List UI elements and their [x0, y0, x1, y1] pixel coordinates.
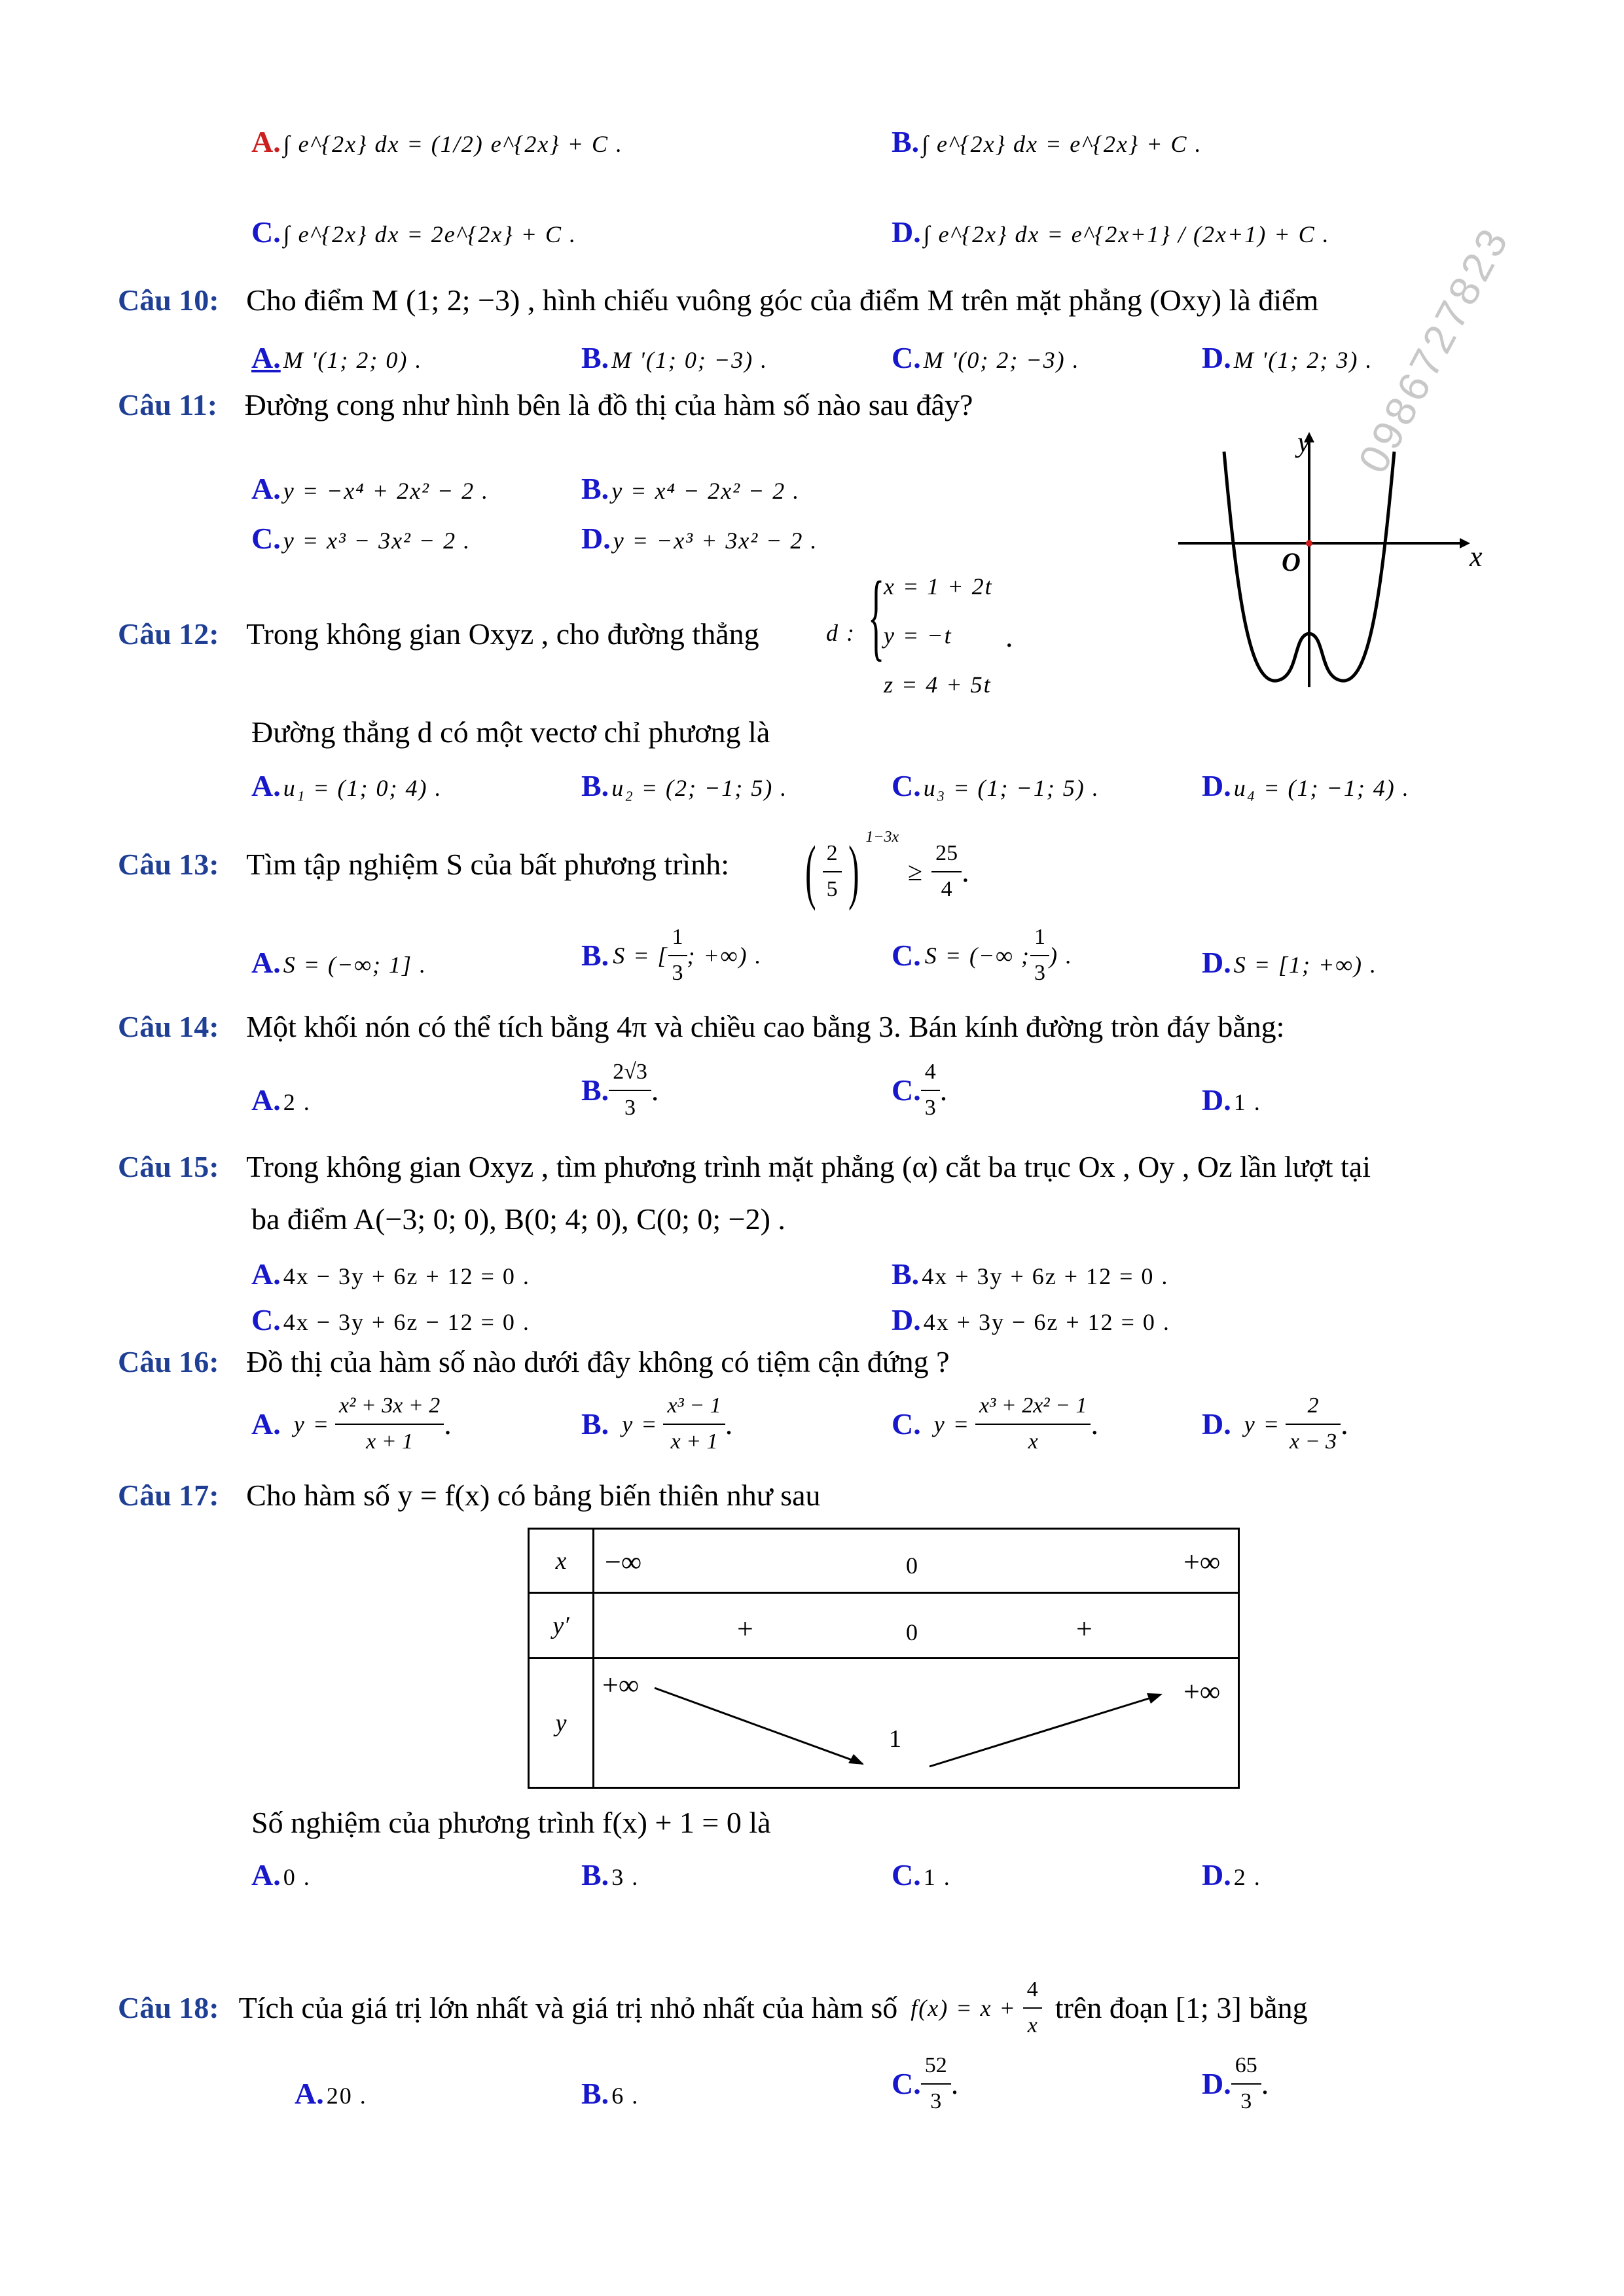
q16-option-b: [581, 1393, 732, 1456]
denominator: 4: [941, 876, 952, 901]
q12-line-system: [826, 619, 856, 647]
arrowhead: [1147, 1693, 1163, 1704]
q11-option-d: [581, 521, 818, 556]
question-label: Câu 12:: [118, 617, 219, 651]
system-eq-1: [884, 573, 993, 600]
left-paren: (: [805, 831, 816, 911]
option-text: 20 .: [326, 2083, 367, 2109]
question-label: Câu 18:: [118, 1991, 219, 2025]
q10-option-d: [1202, 340, 1373, 375]
q13-option-b: [581, 924, 762, 987]
option-label: D.: [1202, 1083, 1231, 1117]
option-text: y =: [1244, 1410, 1281, 1437]
numerator: 4: [1026, 1977, 1038, 2001]
option-text: S = (−∞ ;: [924, 942, 1030, 969]
period: .: [1261, 2066, 1269, 2100]
option-label: C.: [892, 341, 921, 374]
q12-option-a: [251, 768, 442, 803]
q17-stem: [118, 1480, 821, 1511]
option-text: 4x + 3y + 6z + 12 = 0 .: [922, 1263, 1169, 1289]
option-text: u₂ = (2; −1; 5) .: [611, 775, 788, 801]
q18-option-c: [892, 2053, 958, 2115]
q10-option-b: [581, 340, 768, 375]
q15-option-b: [892, 1257, 1168, 1291]
q13-option-a: [251, 945, 427, 980]
option-label: B.: [892, 125, 920, 158]
q12-option-b: [581, 768, 787, 803]
q10-option-c: [892, 340, 1080, 375]
option-label: D.: [1202, 1858, 1231, 1892]
variation-arrows: [594, 1659, 1236, 1787]
option-label: B.: [581, 769, 609, 802]
rhs-fraction: [931, 840, 962, 903]
option-label: A.: [251, 769, 281, 802]
option-text: S = [: [613, 942, 668, 969]
increasing-arrow: [929, 1696, 1157, 1767]
option-label: B.: [581, 1407, 609, 1441]
origin-label: O: [1282, 547, 1301, 577]
q15-option-d: [892, 1302, 1170, 1337]
option-text: ∫ e^{2x} dx = e^{2x+1} / (2x+1) + C .: [923, 221, 1330, 247]
option-label: C.: [251, 1303, 281, 1336]
option-label: C.: [892, 1073, 921, 1107]
row-cells: [594, 1593, 1239, 1659]
question-text: Cho hàm số y = f(x) có bảng biến thiên như sau: [246, 1479, 821, 1512]
option-fraction: [1286, 1393, 1341, 1456]
row-cells: [594, 1659, 1239, 1788]
q18-option-a: [295, 2076, 367, 2111]
cell-value: 0: [906, 1552, 918, 1579]
denominator: 3: [672, 960, 683, 985]
q15-option-c: [251, 1302, 530, 1337]
question-text: Một khối nón có thể tích bằng 4π và chiều cao bằng 3. Bán kính đường tròn đáy bằng:: [246, 1010, 1285, 1043]
question-text-end: trên đoạn [1; 3] bằng: [1055, 1990, 1308, 2024]
option-label: B.: [581, 939, 609, 973]
system-brace: {: [868, 562, 885, 670]
option-text: M '(1; 2; 0) .: [283, 347, 423, 373]
q11-option-a: [251, 471, 489, 506]
equation-text: y = −t: [884, 622, 952, 649]
option-text: 0 .: [283, 1864, 311, 1890]
denominator: x + 1: [366, 1429, 414, 1454]
option-label: C.: [892, 2067, 921, 2101]
question-label: Câu 16:: [118, 1345, 219, 1378]
q14-option-a: [251, 1083, 311, 1117]
denominator: x + 1: [670, 1429, 718, 1454]
line-name: d :: [826, 620, 856, 646]
option-text: M '(1; 0; −3) .: [611, 347, 768, 373]
denominator: x − 3: [1290, 1429, 1337, 1454]
x-axis-arrow: [1460, 538, 1470, 548]
question-text: Trong không gian Oxyz , tìm phương trình mặt phẳng (α) cắt ba trục Ox , Oy , Oz lần lượt tại: [246, 1150, 1371, 1183]
cell-value: +: [1076, 1613, 1092, 1645]
option-text: u₁ = (1; 0; 4) .: [283, 775, 442, 801]
q9-option-d: [892, 215, 1330, 249]
option-text: 1 .: [923, 1864, 951, 1890]
q17-stem-2: Số nghiệm của phương trình f(x) + 1 = 0 là: [251, 1806, 771, 1839]
x-axis-label: x: [1470, 541, 1483, 573]
option-text: M '(0; 2; −3) .: [923, 347, 1080, 373]
cell-value: −∞: [605, 1546, 642, 1578]
option-text: 1 .: [1233, 1089, 1261, 1115]
table-row-y: [529, 1659, 1239, 1788]
numerator: 52: [924, 2053, 947, 2077]
option-fraction: [921, 1059, 940, 1122]
option-label: C.: [892, 769, 921, 802]
cell-value: +∞: [602, 1669, 640, 1701]
question-label: Câu 11:: [118, 388, 218, 422]
table-row-yprime: [529, 1593, 1239, 1659]
option-text: M '(1; 2; 3) .: [1233, 347, 1373, 373]
q10-stem: [118, 285, 1318, 315]
option-label: A.: [251, 341, 281, 374]
numerator: x² + 3x + 2: [339, 1393, 441, 1418]
denominator: x: [1028, 1429, 1038, 1454]
option-label: B.: [581, 472, 609, 505]
period: .: [444, 1407, 452, 1441]
option-label: A.: [251, 1407, 281, 1441]
origin-point: [1306, 540, 1312, 547]
option-text: y =: [293, 1410, 331, 1437]
row-header: y′: [529, 1593, 594, 1659]
option-fraction: [668, 924, 687, 987]
numerator: 1: [1034, 925, 1045, 949]
question-label: Câu 10:: [118, 283, 219, 317]
question-text: Đường cong như hình bên là đồ thị của hàm số nào sau đây?: [244, 388, 973, 422]
question-text: Tích của giá trị lớn nhất và giá trị nhỏ nhất của hàm số: [238, 1990, 898, 2024]
option-label: D.: [892, 1303, 921, 1336]
period: .: [1341, 1407, 1348, 1441]
option-text-end: ) .: [1049, 942, 1073, 969]
q12-stem: [118, 619, 759, 649]
q16-option-d: [1202, 1393, 1348, 1456]
option-label: C.: [251, 215, 281, 249]
q18-option-d: [1202, 2053, 1269, 2115]
option-fraction: [663, 1393, 725, 1456]
system-period: .: [1005, 620, 1013, 653]
q13-inequality: [799, 830, 969, 913]
cell-value: +: [737, 1613, 753, 1645]
q9-option-c: [251, 215, 577, 249]
cell-value: +∞: [1183, 1676, 1221, 1708]
option-label: D.: [1202, 2067, 1231, 2101]
numerator: 1: [672, 925, 683, 949]
option-text: y = −x³ + 3x² − 2 .: [613, 528, 818, 554]
system-eq-2: [884, 622, 952, 649]
q10-option-a: [251, 340, 422, 375]
option-text: y =: [933, 1410, 971, 1437]
numerator: x³ − 1: [667, 1393, 721, 1418]
denominator: 3: [924, 1095, 936, 1120]
q11-stem: [118, 390, 973, 420]
q15-option-a: [251, 1257, 530, 1291]
option-text: 3 .: [611, 1864, 640, 1890]
q9-option-b: [892, 124, 1202, 159]
ge-sign: ≥: [908, 857, 923, 886]
option-fraction: [975, 1393, 1091, 1456]
option-text-end: ; +∞) .: [687, 942, 763, 969]
option-text: y = −x⁴ + 2x² − 2 .: [283, 478, 490, 504]
y-axis-label: y: [1297, 426, 1310, 458]
q11-option-b: [581, 471, 800, 506]
variation-table: [528, 1528, 1240, 1789]
equation-text: z = 4 + 5t: [884, 672, 992, 698]
arrowhead: [848, 1754, 864, 1765]
option-fraction: [609, 1059, 651, 1122]
question-label: Câu 17:: [118, 1479, 219, 1512]
cell-value: +∞: [1183, 1546, 1221, 1578]
question-label: Câu 14:: [118, 1010, 219, 1043]
row-header: x: [529, 1529, 594, 1593]
denominator: 3: [624, 1095, 636, 1120]
period: .: [939, 1073, 948, 1107]
denominator: 5: [826, 876, 838, 901]
q13-option-c: [892, 924, 1073, 987]
option-fraction: [1231, 2053, 1261, 2115]
option-label: D.: [581, 522, 611, 555]
option-label: B.: [581, 341, 609, 374]
period: .: [962, 854, 969, 888]
q17-option-b: [581, 1857, 639, 1892]
q15-stem: [118, 1152, 1371, 1182]
function-expression: f(x) = x +: [911, 1994, 1017, 2021]
option-text: y =: [622, 1410, 659, 1437]
option-label: C.: [251, 522, 281, 555]
option-text: 4x − 3y + 6z + 12 = 0 .: [283, 1263, 530, 1289]
period: .: [950, 2066, 959, 2100]
row-header: y: [529, 1659, 594, 1788]
option-text: ∫ e^{2x} dx = (1/2) e^{2x} + C .: [283, 131, 624, 157]
q17-option-d: [1202, 1857, 1261, 1892]
q12-stem-2: Đường thẳng d có một vectơ chỉ phương là: [251, 715, 770, 749]
option-label: B.: [581, 2077, 609, 2110]
option-text: S = [1; +∞) .: [1233, 952, 1377, 978]
period: .: [1091, 1407, 1098, 1441]
numerator: 2√3: [613, 1060, 647, 1084]
option-label: C.: [892, 1858, 921, 1892]
option-text: S = (−∞; 1] .: [283, 952, 427, 978]
cell-value: 0: [906, 1619, 918, 1645]
numerator: 4: [924, 1060, 936, 1084]
right-paren: ): [848, 831, 859, 911]
option-text: ∫ e^{2x} dx = e^{2x} + C .: [922, 131, 1202, 157]
option-label: D.: [1202, 946, 1231, 979]
q17-option-a: [251, 1857, 311, 1892]
option-label: B.: [581, 1858, 609, 1892]
option-label: D.: [1202, 769, 1231, 802]
option-text: 2 .: [1233, 1864, 1261, 1890]
option-label: D.: [892, 215, 921, 249]
period: .: [725, 1407, 733, 1441]
q13-option-d: [1202, 945, 1377, 980]
denominator: x: [1027, 2013, 1038, 2037]
option-label: A.: [295, 2077, 324, 2110]
option-label: A.: [251, 1083, 281, 1117]
option-fraction: [1030, 924, 1049, 987]
option-text: y = x³ − 3x² − 2 .: [283, 528, 471, 554]
option-text: u₄ = (1; −1; 4) .: [1233, 775, 1410, 801]
q11-option-c: [251, 521, 471, 556]
option-label: B.: [581, 1073, 609, 1107]
q14-option-c: [892, 1059, 947, 1122]
option-label: C.: [892, 1407, 921, 1441]
option-label: D.: [1202, 341, 1231, 374]
row-cells: [594, 1529, 1239, 1593]
option-label: A.: [251, 125, 281, 158]
denominator: 3: [1240, 2089, 1252, 2113]
q9-option-a: [251, 124, 623, 159]
numerator: 25: [935, 840, 958, 865]
exponent: 1−3x: [865, 829, 899, 846]
q16-option-a: [251, 1393, 452, 1456]
q18-option-b: [581, 2076, 639, 2111]
q14-option-d: [1202, 1083, 1261, 1117]
q12-option-d: [1202, 768, 1410, 803]
numerator: 65: [1235, 2053, 1257, 2077]
denominator: 3: [930, 2089, 942, 2113]
question-label: Câu 15:: [118, 1150, 219, 1183]
option-label: D.: [1202, 1407, 1231, 1441]
function-fraction: [1023, 1977, 1042, 2039]
cell-value: 1: [889, 1725, 901, 1753]
period: .: [651, 1073, 659, 1107]
option-text: 4x + 3y − 6z + 12 = 0 .: [923, 1309, 1170, 1335]
q16-option-c: [892, 1393, 1098, 1456]
question-text: Đồ thị của hàm số nào dưới đây không có tiệm cận đứng ?: [246, 1345, 950, 1378]
q18-stem: [118, 1977, 1308, 2039]
option-label: A.: [251, 1257, 281, 1291]
q14-option-b: [581, 1059, 659, 1122]
q14-stem: [118, 1012, 1284, 1042]
q15-stem-2: ba điểm A(−3; 0; 0), B(0; 4; 0), C(0; 0; −2) .: [251, 1202, 785, 1236]
question-text: Cho điểm M (1; 2; −3) , hình chiếu vuông góc của điểm M trên mặt phẳng (Oxy) là điểm: [246, 283, 1319, 317]
option-label: B.: [892, 1257, 920, 1291]
system-eq-3: [884, 671, 992, 698]
option-label: C.: [892, 939, 921, 973]
base-fraction: [823, 840, 842, 903]
option-text: y = x⁴ − 2x² − 2 .: [611, 478, 801, 504]
numerator: 2: [826, 840, 838, 865]
numerator: x³ + 2x² − 1: [979, 1393, 1087, 1418]
equation-text: x = 1 + 2t: [884, 573, 993, 600]
table-row-x: [529, 1529, 1239, 1593]
option-label: A.: [251, 472, 281, 505]
option-fraction: [921, 2053, 951, 2115]
q12-option-c: [892, 768, 1100, 803]
question-text: Trong không gian Oxyz , cho đường thẳng: [246, 617, 759, 651]
q16-stem: [118, 1347, 950, 1377]
option-fraction: [335, 1393, 444, 1456]
decreasing-arrow: [655, 1688, 863, 1764]
option-text: 4x − 3y + 6z − 12 = 0 .: [283, 1309, 530, 1335]
denominator: 3: [1034, 960, 1045, 985]
q17-option-c: [892, 1857, 951, 1892]
question-label: Câu 13:: [118, 848, 219, 881]
option-label: A.: [251, 1858, 281, 1892]
option-text: 2 .: [283, 1089, 311, 1115]
option-text: 6 .: [611, 2083, 640, 2109]
q11-function-graph: [1172, 425, 1525, 700]
question-text: Tìm tập nghiệm S của bất phương trình:: [246, 848, 729, 881]
option-text: ∫ e^{2x} dx = 2e^{2x} + C .: [283, 221, 577, 247]
option-text: u₃ = (1; −1; 5) .: [923, 775, 1100, 801]
phone-watermark: 0986727823: [1348, 218, 1519, 481]
numerator: 2: [1307, 1393, 1319, 1418]
option-label: A.: [251, 946, 281, 979]
q13-stem: [118, 850, 729, 880]
